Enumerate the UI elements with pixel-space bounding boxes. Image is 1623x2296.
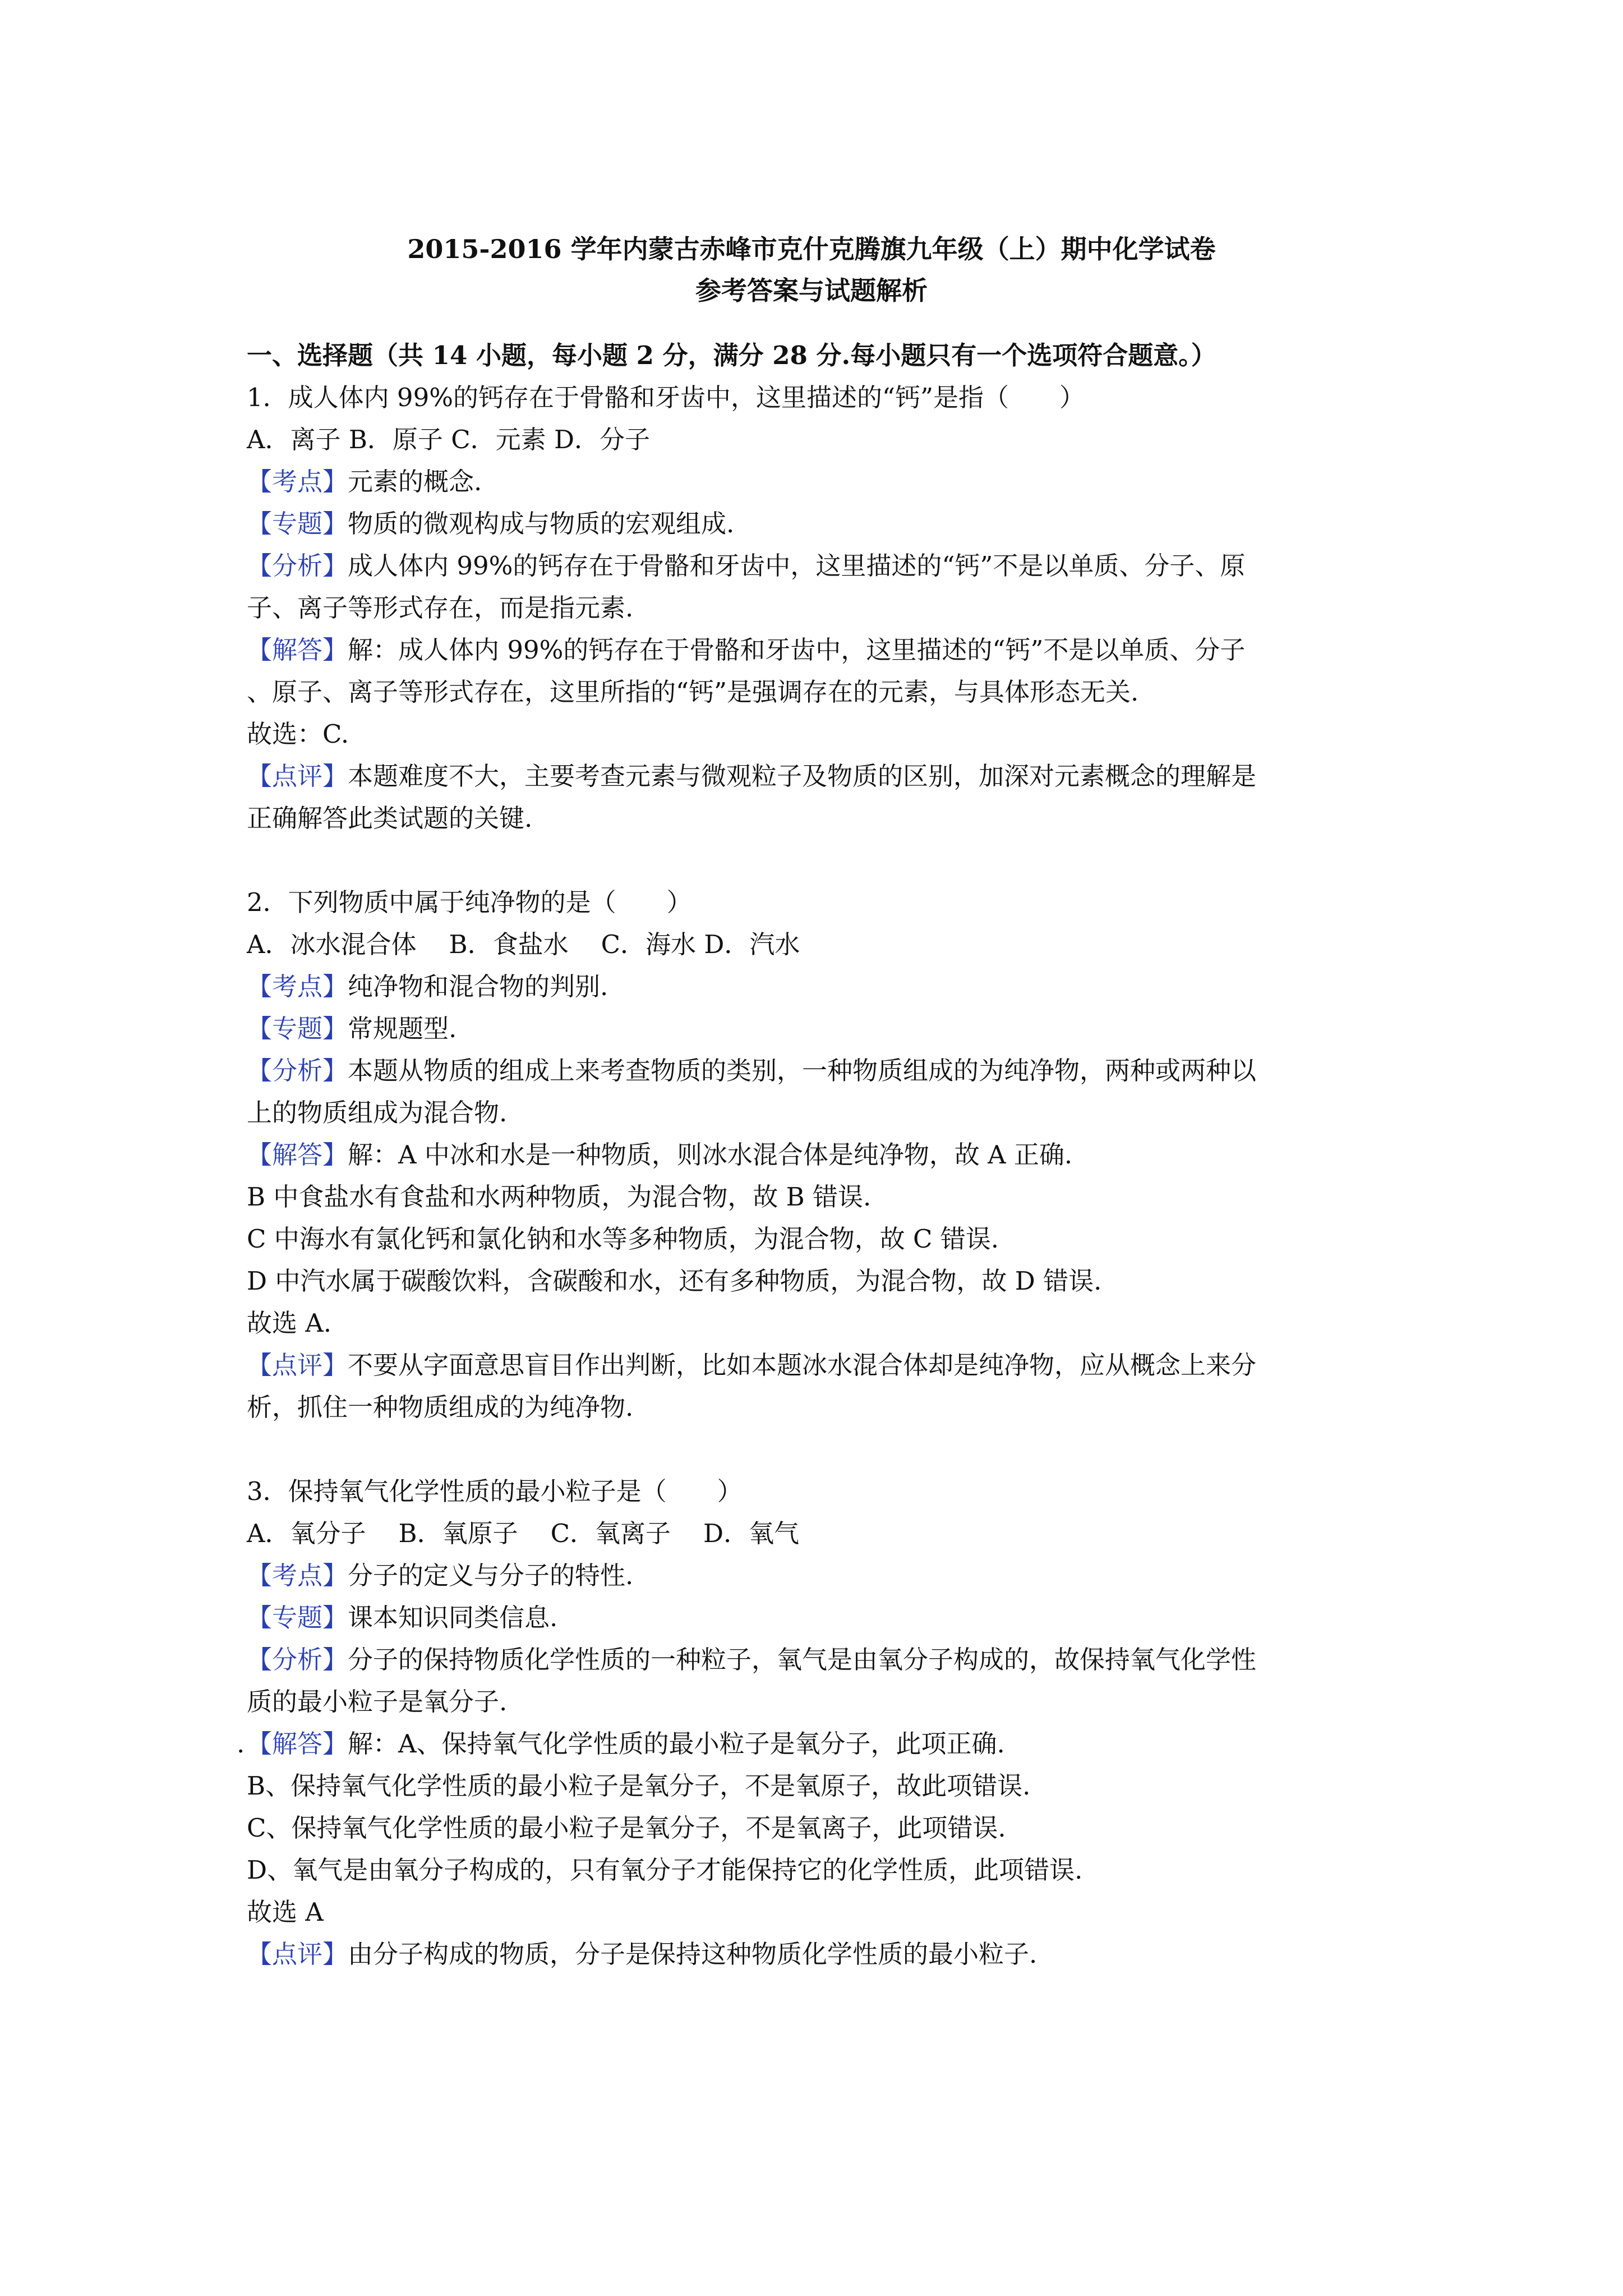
fenxi-label: 【分析】 [247,1645,348,1674]
option-a: A．冰水混合体 [247,930,417,959]
option-b: B．氧原子 [398,1519,518,1548]
question-3-fenxi [247,1639,1391,1681]
option-a: A．离子 [247,425,341,454]
option-d: D．氧气 [703,1519,800,1548]
question-3-stem: 3．保持氧气化学性质的最小粒子是（ ） [247,1476,743,1506]
jieda-label: 【解答】 [247,1729,348,1759]
question-1-jieda-cont: 、原子、离子等形式存在，这里所指的“钙”是强调存在的元素，与具体形态无关. [247,677,1139,707]
question-3-kaodian [247,1554,1391,1596]
jieda-label: 【解答】 [247,635,348,665]
fenxi-text: 本题从物质的组成上来考查物质的类别，一种物质组成的为纯净物，两种或两种以 [348,1056,1257,1085]
question-1-jieda [247,629,1391,671]
question-2-dianping-cont: 析，抓住一种物质组成的为纯净物. [247,1392,634,1422]
jieda-label: 【解答】 [247,1140,348,1170]
zhuanti-text: 课本知识同类信息. [348,1603,558,1632]
page-title: 2015-2016 学年内蒙古赤峰市克什克腾旗九年级（上）期中化学试卷 [407,234,1216,264]
jieda-text: 解：A、保持氧气化学性质的最小粒子是氧分子，此项正确. [348,1729,1005,1759]
question-1-fenxi [247,545,1391,587]
fenxi-text: 分子的保持物质化学性质的一种粒子，氧气是由氧分子构成的，故保持氧气化学性 [348,1645,1257,1674]
question-3-fenxi-cont: 质的最小粒子是氧分子. [247,1687,508,1717]
jieda-text: 解：A 中冰和水是一种物质，则冰水混合体是纯净物，故 A 正确. [348,1140,1073,1170]
option-a: A．氧分子 [247,1519,366,1548]
dianping-text: 不要从字面意思盲目作出判断，比如本题冰水混合体却是纯净物，应从概念上来分 [348,1350,1257,1380]
option-c: C．元素 [451,425,546,454]
question-2-jieda [247,1134,1391,1176]
question-3-jieda [237,1723,1391,1765]
question-2-jieda-d: D 中汽水属于碳酸饮料，含碳酸和水，还有多种物质，为混合物，故 D 错误. [247,1266,1102,1296]
question-3-options [247,1512,1391,1554]
spacer [247,839,1391,881]
question-1-zhuanti [247,503,1391,545]
page-subtitle: 参考答案与试题解析 [695,275,928,306]
fenxi-text: 成人体内 99%的钙存在于骨骼和牙齿中，这里描述的“钙”不是以单质、分子、原 [348,551,1246,581]
dianping-label: 【点评】 [247,761,348,791]
dianping-text: 本题难度不大，主要考查元素与微观粒子及物质的区别，加深对元素概念的理解是 [348,761,1257,791]
question-2-kaodian [247,965,1391,1007]
kaodian-label: 【考点】 [247,1561,348,1590]
question-2-fenxi [247,1050,1391,1092]
jieda-prefix: . [237,1729,245,1759]
kaodian-label: 【考点】 [247,972,348,1001]
question-1-conclusion: 故选：C. [247,719,349,749]
question-3-dianping [247,1933,1391,1975]
question-3-jieda-c: C、保持氧气化学性质的最小粒子是氧分子，不是氧离子，此项错误. [247,1813,1006,1843]
fenxi-label: 【分析】 [247,551,348,581]
dianping-label: 【点评】 [247,1939,348,1969]
question-2-jieda-b: B 中食盐水有食盐和水两种物质，为混合物，故 B 错误. [247,1182,872,1212]
question-2-zhuanti [247,1007,1391,1050]
question-2-fenxi-cont: 上的物质组成为混合物. [247,1098,508,1128]
question-3-conclusion: 故选 A [247,1897,324,1927]
question-1-fenxi-cont: 子、离子等形式存在，而是指元素. [247,593,634,623]
zhuanti-label: 【专题】 [247,1603,348,1632]
question-3-zhuanti [247,1596,1391,1639]
question-1-dianping-cont: 正确解答此类试题的关键. [247,803,533,833]
question-2-jieda-c: C 中海水有氯化钙和氯化钠和水等多种物质，为混合物，故 C 错误. [247,1224,999,1254]
zhuanti-label: 【专题】 [247,509,348,539]
answer-content [237,334,1391,1975]
section-title: 一、选择题（共 14 小题，每小题 2 分，满分 28 分.每小题只有一个选项符合题意。） [247,341,1216,370]
question-2-conclusion: 故选 A. [247,1308,332,1338]
fenxi-label: 【分析】 [247,1056,348,1085]
kaodian-text: 分子的定义与分子的特性. [348,1561,634,1590]
question-1-kaodian [247,461,1391,503]
kaodian-label: 【考点】 [247,467,348,496]
question-3-jieda-d: D、氧气是由氧分子构成的，只有氧分子才能保持它的化学性质，此项错误. [247,1855,1083,1885]
zhuanti-text: 常规题型. [348,1014,457,1043]
option-c: C．海水 [601,930,697,959]
zhuanti-text: 物质的微观构成与物质的宏观组成. [348,509,735,539]
dianping-text: 由分子构成的物质，分子是保持这种物质化学性质的最小粒子. [348,1939,1038,1969]
spacer [247,1428,1391,1470]
jieda-text: 解：成人体内 99%的钙存在于骨骼和牙齿中，这里描述的“钙”不是以单质、分子 [348,635,1246,665]
option-b: B．原子 [348,425,443,454]
option-b: B．食盐水 [449,930,569,959]
question-1-dianping [247,755,1391,797]
question-1-options [247,418,1391,461]
kaodian-text: 纯净物和混合物的判别. [348,972,608,1001]
dianping-label: 【点评】 [247,1350,348,1380]
question-3-jieda-b: B、保持氧气化学性质的最小粒子是氧分子，不是氧原子，故此项错误. [247,1771,1031,1801]
option-c: C．氧离子 [550,1519,671,1548]
zhuanti-label: 【专题】 [247,1014,348,1043]
question-1-stem: 1．成人体内 99%的钙存在于骨骼和牙齿中，这里描述的“钙”是指（ ） [247,383,1085,412]
option-d: D．汽水 [704,930,800,959]
question-2-stem: 2．下列物质中属于纯净物的是（ ） [247,887,692,917]
kaodian-text: 元素的概念. [348,467,482,496]
option-d: D．分子 [554,425,651,454]
question-2-options [247,923,1391,965]
question-2-dianping [247,1344,1391,1386]
